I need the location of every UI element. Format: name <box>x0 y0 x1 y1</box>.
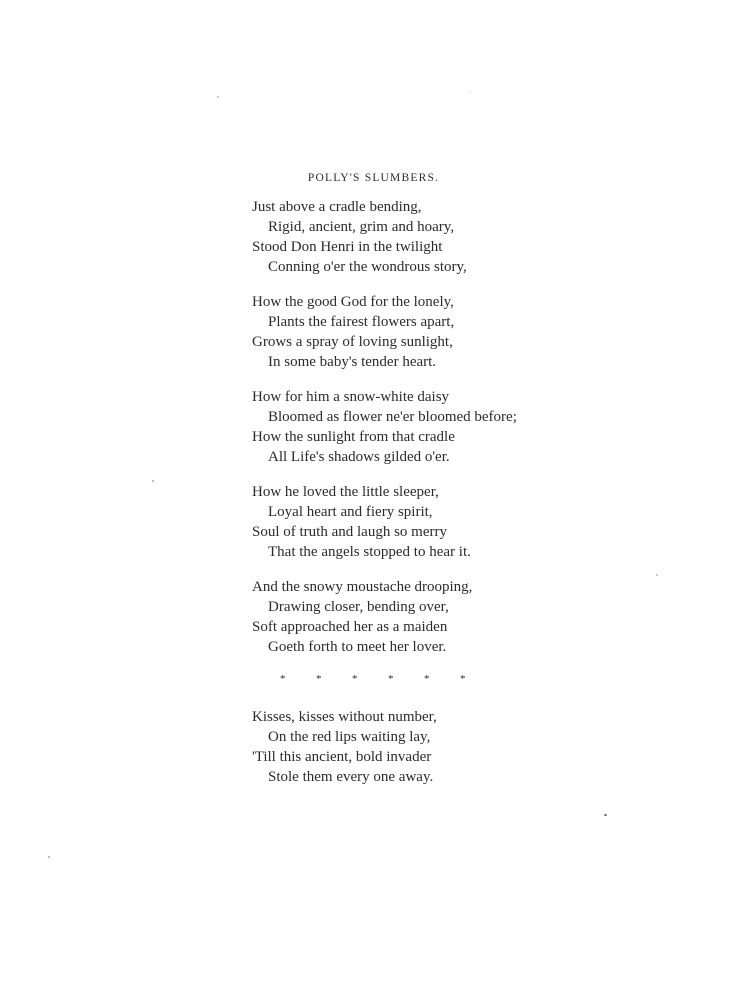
asterisk: * <box>352 673 358 685</box>
asterisk: * <box>316 673 322 685</box>
poem-line: Rigid, ancient, grim and hoary, <box>268 219 455 235</box>
poem-line: Bloomed as flower ne'er bloomed before; <box>268 409 517 425</box>
poem-line: How the good God for the lonely, <box>252 294 454 310</box>
poem-line: And the snowy moustache drooping, <box>252 579 473 595</box>
stanza-1 <box>252 197 582 277</box>
poem-line: Kisses, kisses without number, <box>252 709 437 725</box>
poem-line: Just above a cradle bending, <box>252 199 422 215</box>
poem-line: How he loved the little sleeper, <box>252 484 439 500</box>
poem-line: How for him a snow-white daisy <box>252 389 450 405</box>
poem-line: Plants the fairest flowers apart, <box>268 314 455 330</box>
paper-speck <box>152 480 154 482</box>
poem-line: 'Till this ancient, bold invader <box>252 749 432 765</box>
poem-line: Goeth forth to meet her lover. <box>268 639 447 655</box>
poem-body <box>252 197 582 802</box>
poem-line: Stole them every one away. <box>268 769 434 785</box>
paper-speck <box>470 92 471 93</box>
asterisk: * <box>424 673 430 685</box>
stanza-2 <box>252 292 582 372</box>
poem-line: Soul of truth and laugh so merry <box>252 524 447 540</box>
poem-line: Drawing closer, bending over, <box>268 599 449 615</box>
poem-line: How the sunlight from that cradle <box>252 429 455 445</box>
paper-speck <box>604 814 607 816</box>
poem-line: All Life's shadows gilded o'er. <box>268 449 450 465</box>
asterisk: * <box>460 673 466 685</box>
paper-speck <box>48 856 50 858</box>
poem-line: In some baby's tender heart. <box>268 354 437 370</box>
stanza-final <box>252 707 582 787</box>
paper-speck <box>656 574 658 576</box>
stanza-3 <box>252 387 582 467</box>
asterisk: * <box>280 673 286 685</box>
poem-line: Conning o'er the wondrous story, <box>268 259 467 275</box>
poem-line: Loyal heart and fiery spirit, <box>268 504 433 520</box>
paper-speck <box>217 96 219 98</box>
asterism-separator <box>280 672 582 686</box>
poem-title: POLLY'S SLUMBERS. <box>307 172 440 184</box>
asterisk: * <box>388 673 394 685</box>
poem-line: Grows a spray of loving sunlight, <box>252 334 453 350</box>
poem-line: That the angels stopped to hear it. <box>268 544 471 560</box>
stanza-4 <box>252 482 582 562</box>
stanza-5 <box>252 577 582 657</box>
poem-line: Stood Don Henri in the twilight <box>252 239 443 255</box>
poem-line: Soft approached her as a maiden <box>252 619 448 635</box>
poem-line: On the red lips waiting lay, <box>268 729 431 745</box>
